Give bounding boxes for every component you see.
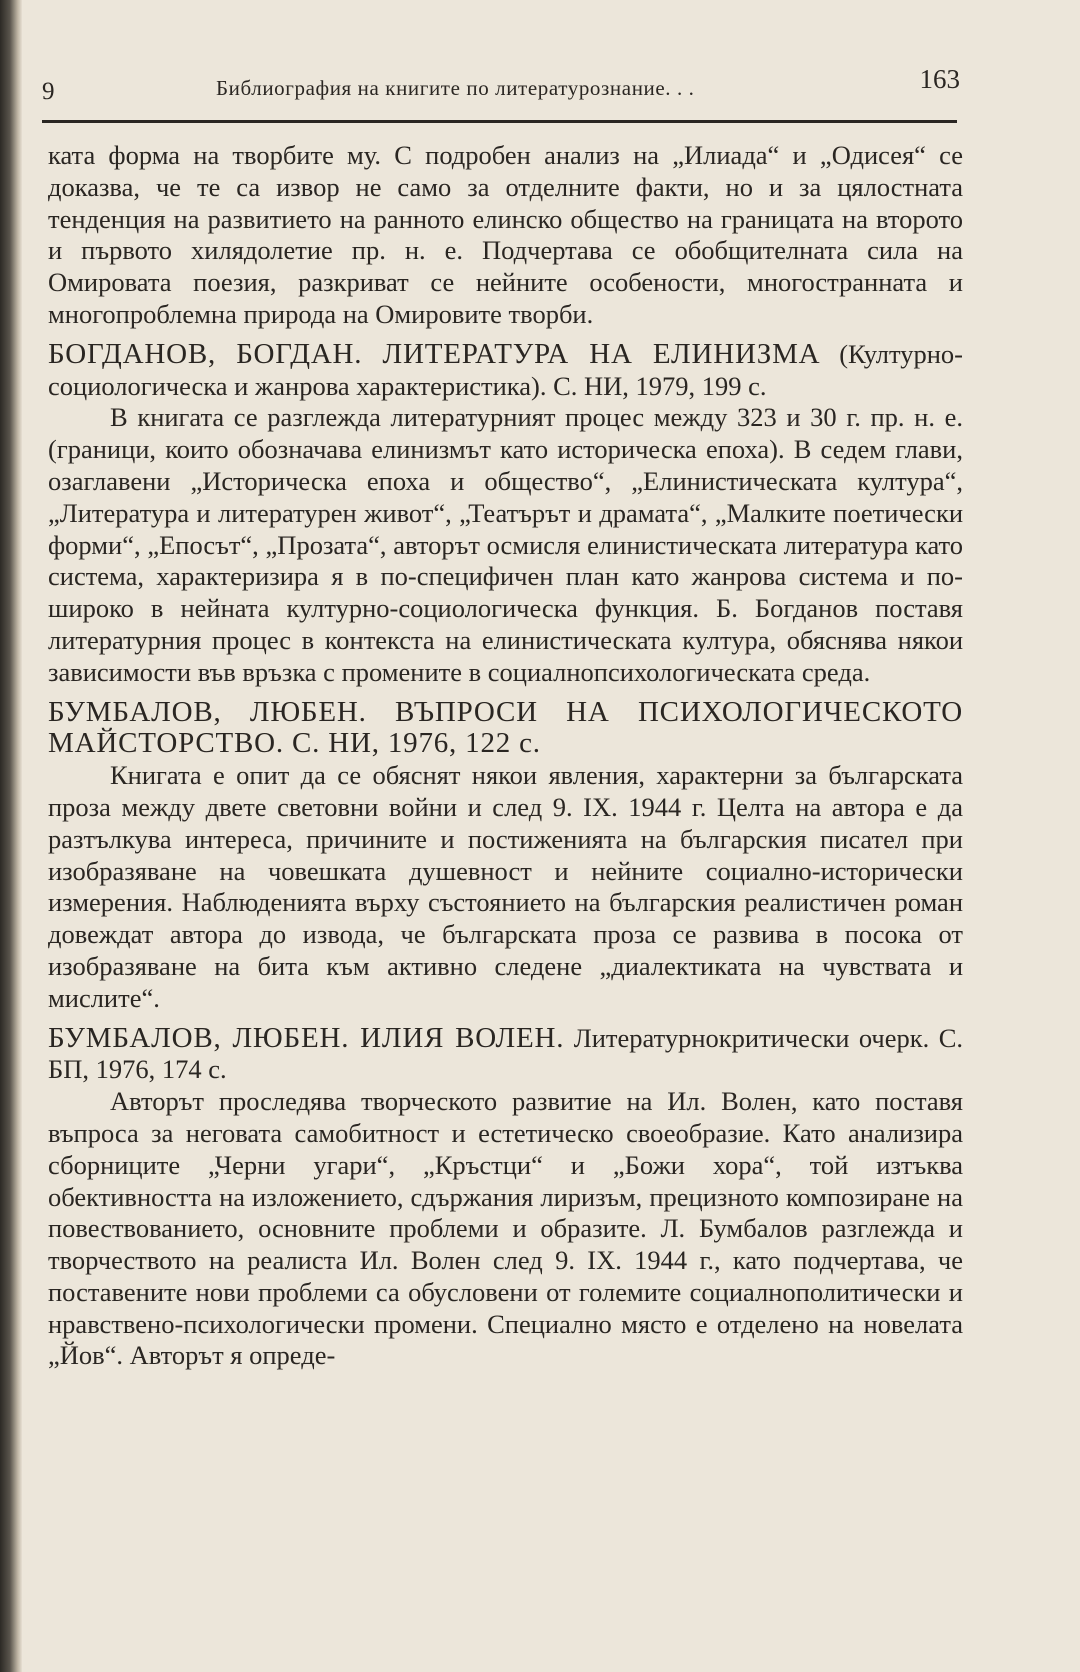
entry-annotation: В книгата се разглежда литературният процес между 323 и 30 г. пр. н. е. (граници, които обозначава елинизмът като историческа епоха). В седем глави, озаглавени „Историческа епоха и общество“, „Елинистическата култура“, „Литература и литературен живот“, „Театърът и драмата“, „Малките поетически форми“, „Епосът“, „Прозата“, авторът осмисля елинистическата литература като система, характеризира я в по-специфичен план като жанрова система и по-широко в нейната културно-социологическа функция. Б. Богданов поставя литературния процес в контекста на елинистическата култура, обяснява някои зависимости във връзка с промените в социалнопсихологическата среда. — [48, 402, 963, 687]
entry-annotation: Книгата е опит да се обяснят някои явления, характерни за българската проза между двете световни войни и след 9. IX. 1944 г. Целта на автора е да разтълкува интереса, причините и постиженията на българския писател при изобразяване на човешката душевност и нейните социално-исторически измерения. Наблюденията върху състоянието на българския реалистичен роман довеждат автора до извода, че българската проза се развива в посока от изобразяване на бита към активно следене „диалектиката на чувствата и мислите“. — [48, 760, 963, 1013]
entry-heading: БУМБАЛОВ, ЛЮБЕН. ИЛИЯ ВОЛЕН. — [48, 1021, 565, 1054]
running-head — [42, 60, 960, 104]
entry-heading: БОГДАНОВ, БОГДАН. ЛИТЕРАТУРА НА ЕЛИНИЗМА — [48, 337, 821, 370]
entry-details: (Културно-социологическа и жанрова характеристика). С. НИ, 1979, 199 с. — [48, 338, 963, 401]
bibliography-entry — [48, 1023, 963, 1373]
page-number: 163 — [919, 64, 960, 94]
bibliography-entry — [48, 697, 963, 1015]
bibliography-entry — [48, 339, 963, 689]
running-head-title: Библиография на книгите по литературознание. . . — [216, 76, 695, 100]
entry-citation — [48, 697, 963, 761]
page-body — [48, 140, 963, 1372]
entry-details: Литературнокритически очерк. С. БП, 1976, 174 с. — [48, 1022, 963, 1085]
entry-annotation: Авторът проследява творческото развитие на Ил. Волен, като поставя въпроса за неговата самобитност и естетическо своеобразие. Като анализира сборниците „Черни угари“, „Кръстци“ и „Божи хора“, той изтъква обективността на изложението, сдържания лиризъм, прецизното композиране на повествованието, основните проблеми и образите. Л. Бумбалов разглежда и творчеството на реалиста Ил. Волен след 9. IX. 1944 г., като подчертава, че поставените нови проблеми са обусловени от големите социалнополитически и нравствено-психологически промени. Специално място е отделено на новелата „Йов“. Авторът я опреде- — [48, 1086, 963, 1371]
entry-heading: БУМБАЛОВ, ЛЮБЕН. ВЪПРОСИ НА ПСИХОЛОГИЧЕСКОТО МАЙСТОРСТВО. С. НИ, 1976, 122 с. — [48, 695, 963, 760]
header-rule — [42, 120, 957, 123]
continuation-paragraph: ката форма на творбите му. С подробен анализ на „Илиада“ и „Одисея“ се доказва, че те са извор не само за отделните факти, но и за цялостната тенденция на развитието на ранното елинско общество на границата на второто и първото хилядолетие пр. н. е. Подчертава се обобщителната сила на Омировата поезия, разкриват се нейните особености, многостранната и многопроблемна природа на Омировите творби. — [48, 140, 963, 329]
signature-mark: 9 — [42, 78, 55, 105]
entry-citation — [48, 339, 963, 403]
entry-citation — [48, 1023, 963, 1087]
